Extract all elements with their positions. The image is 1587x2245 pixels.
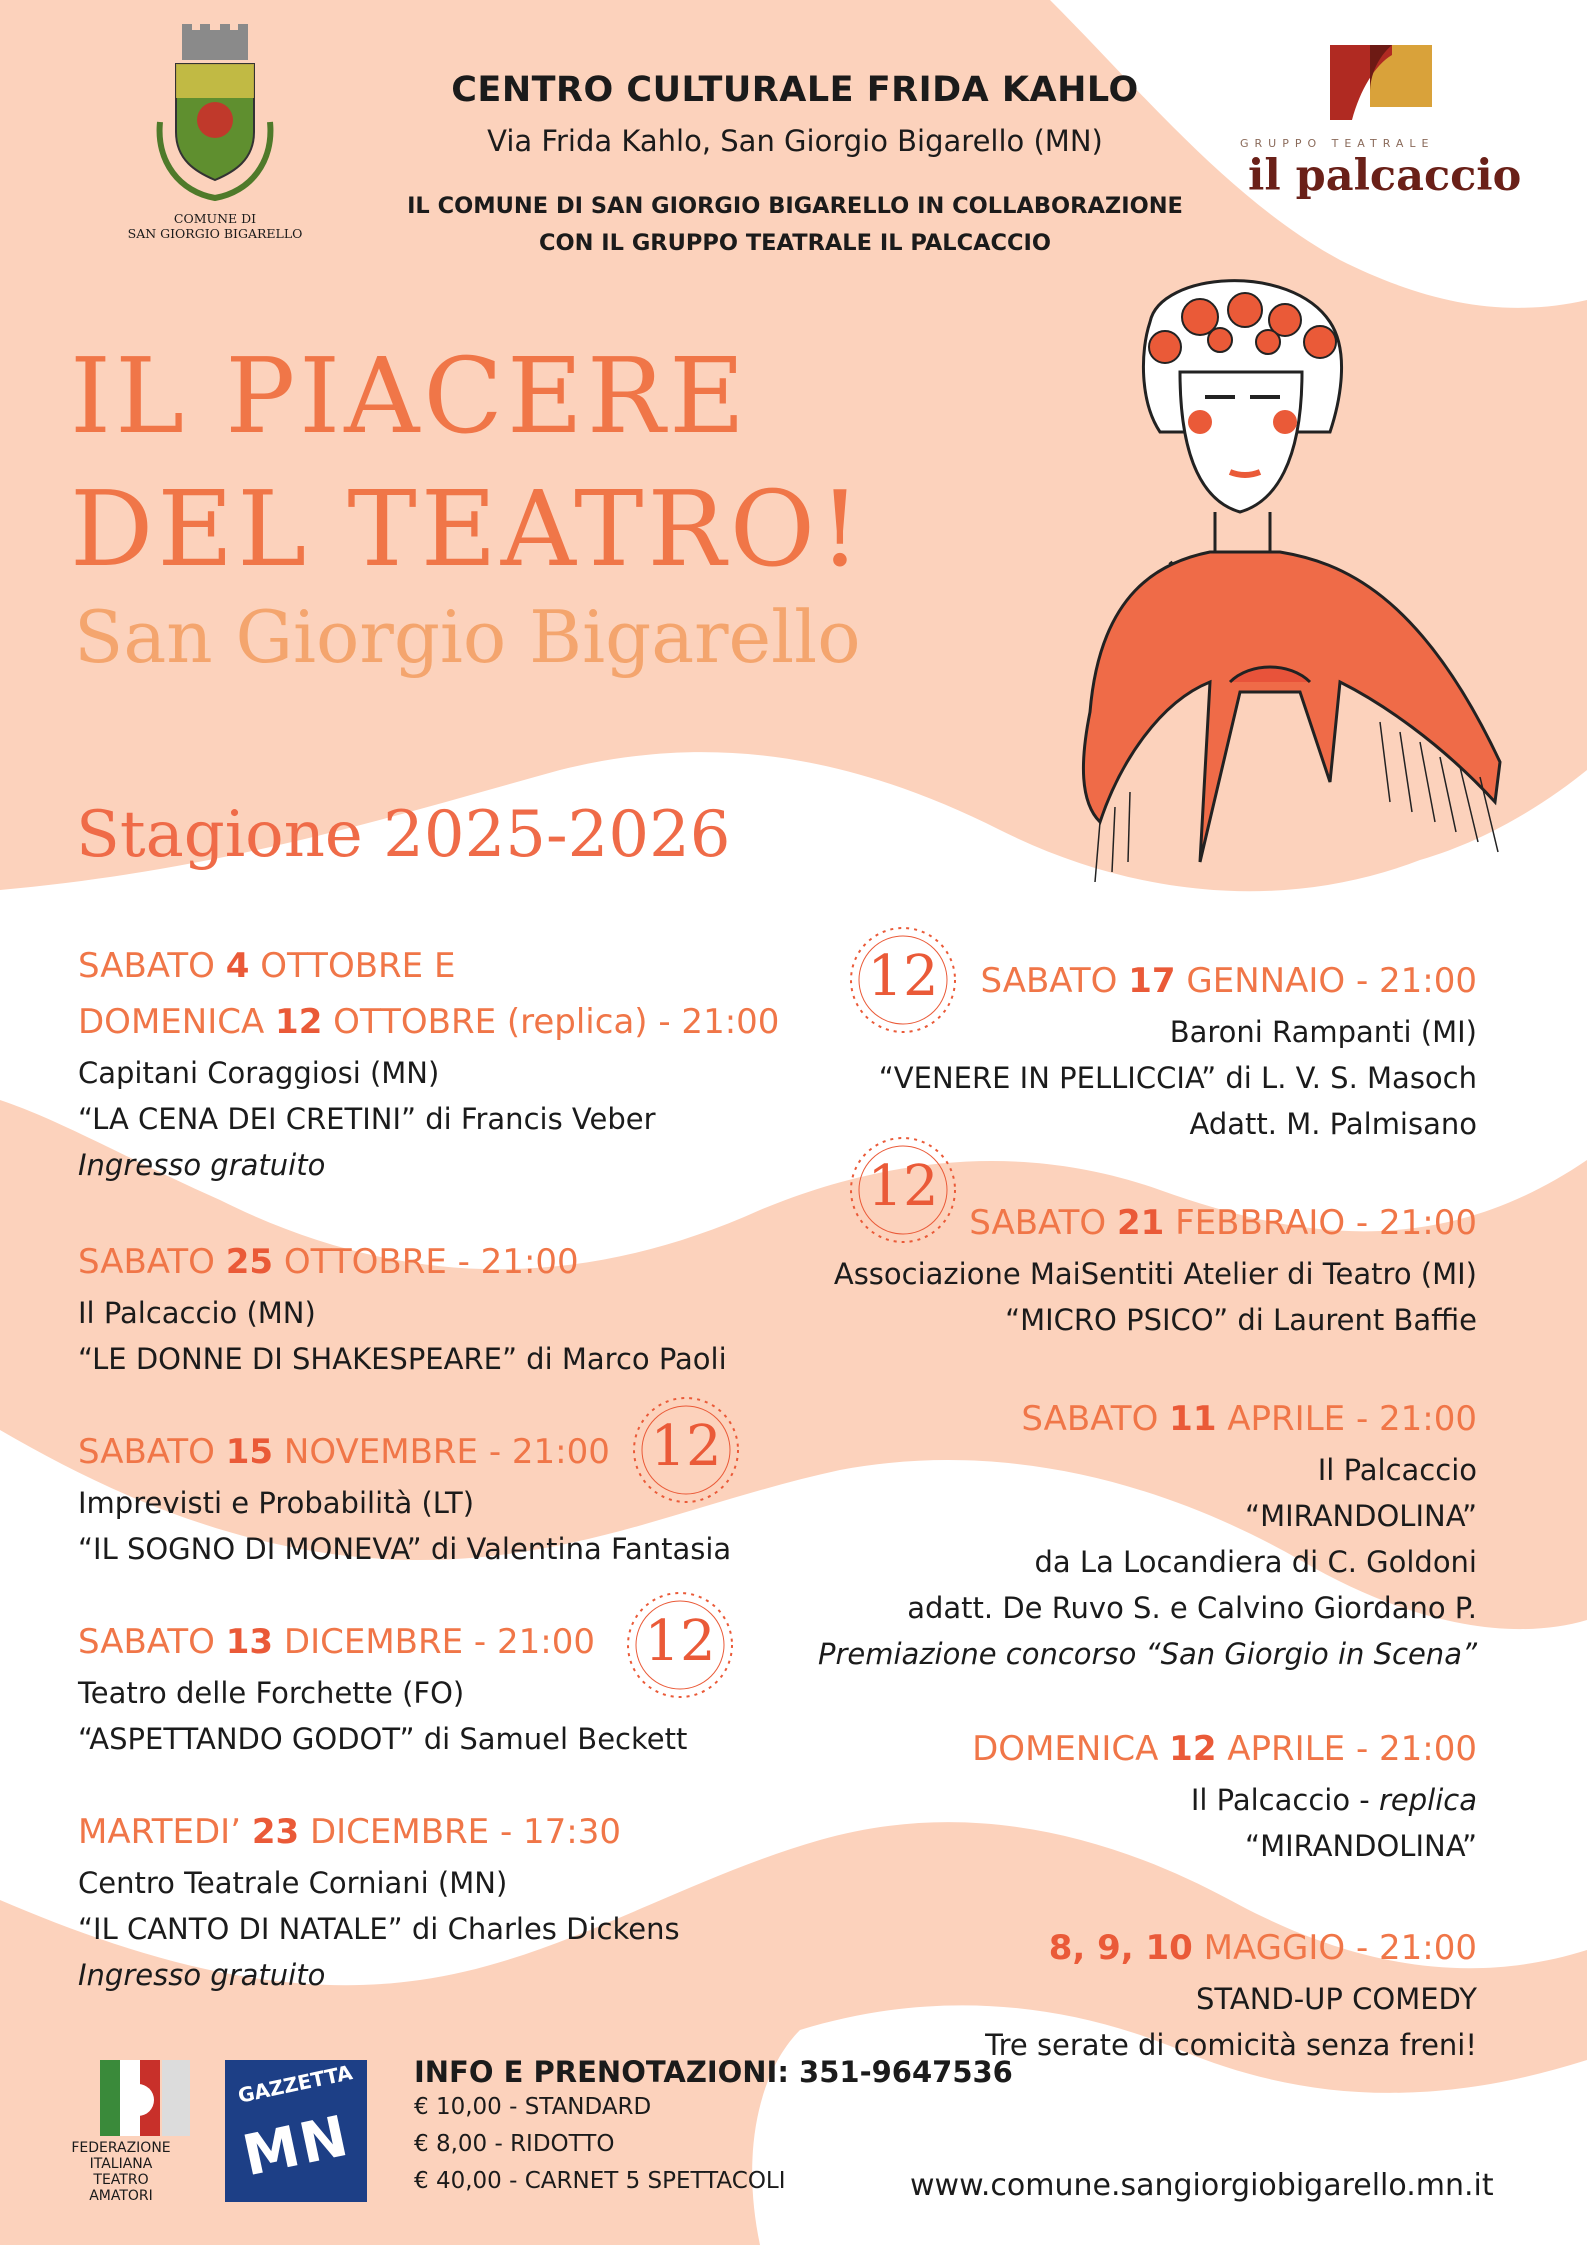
- fita-logo-icon: [100, 2060, 190, 2136]
- price-standard: € 10,00 - STANDARD: [414, 2094, 652, 2120]
- event-description: Tre serate di comicità senza freni!: [985, 2028, 1477, 2062]
- event-title: “VENERE IN PELLICCIA” di L. V. S. Masoch: [878, 1061, 1477, 1095]
- event-company: Teatro delle Forchette (FO): [78, 1676, 465, 1710]
- gazzetta-logo-icon: GAZZETTA MN: [225, 2060, 367, 2202]
- event-23-dicembre: [78, 1804, 680, 1998]
- event-date: SABATO 11 APRILE - 21:00: [1021, 1399, 1477, 1439]
- concorso-badge: [620, 1585, 740, 1705]
- event-title: “LE DONNE DI SHAKESPEARE” di Marco Paoli: [78, 1342, 727, 1376]
- event-note: Premiazione concorso “San Giorgio in Scena”: [818, 1637, 1477, 1671]
- venue-name: CENTRO CULTURALE FRIDA KAHLO: [451, 70, 1139, 110]
- event-company: Il Palcaccio - replica: [1190, 1783, 1477, 1817]
- concorso-badge: [843, 920, 963, 1040]
- event-adaptation: adatt. De Ruvo S. e Calvino Giordano P.: [907, 1591, 1477, 1625]
- frida-kahlo-illustration: [1040, 262, 1510, 912]
- event-company: Associazione MaiSentiti Atelier di Teatro (MI): [833, 1257, 1477, 1291]
- event-date: SABATO 13 DICEMBRE - 21:00: [78, 1622, 595, 1662]
- event-13-dicembre: [78, 1614, 687, 1762]
- event-title: “MIRANDOLINA”: [1245, 1499, 1477, 1533]
- season-label: Stagione 2025-2026: [76, 798, 731, 872]
- event-date: MARTEDI’ 23 DICEMBRE - 17:30: [78, 1812, 622, 1852]
- collaboration-text: [380, 188, 1210, 262]
- poster-subtitle: San Giorgio Bigarello: [74, 595, 861, 679]
- crest-label: [100, 211, 330, 241]
- event-note: Ingresso gratuito: [78, 1958, 326, 1992]
- municipal-crest-icon: [150, 22, 280, 207]
- event-company: Baroni Rampanti (MI): [1169, 1015, 1477, 1049]
- event-title: “MICRO PSICO” di Laurent Baffie: [1005, 1303, 1477, 1337]
- palcaccio-logo-icon: [1330, 45, 1432, 120]
- event-date: 8, 9, 10 MAGGIO - 21:00: [1048, 1928, 1477, 1968]
- fita-label: FEDERAZIONE ITALIANA TEATRO AMATORI: [71, 2140, 171, 2204]
- event-12-aprile: [972, 1721, 1477, 1869]
- event-11-aprile: [818, 1391, 1477, 1677]
- event-date: SABATO 25 OTTOBRE - 21:00: [78, 1242, 579, 1282]
- poster-title-line1: IL PIACERE: [70, 335, 750, 457]
- concorso-badge-number: 12: [867, 944, 939, 1009]
- event-adaptation: Adatt. M. Palmisano: [1189, 1107, 1477, 1141]
- concorso-badge-number: 12: [867, 1154, 939, 1219]
- event-note: Ingresso gratuito: [78, 1148, 326, 1182]
- event-title: “IL CANTO DI NATALE” di Charles Dickens: [78, 1912, 680, 1946]
- price-ridotto: € 8,00 - RIDOTTO: [414, 2131, 615, 2157]
- crest-label-line1: COMUNE DI: [173, 211, 257, 226]
- concorso-badge-number: 12: [650, 1414, 722, 1479]
- event-12-ottobre: [78, 994, 779, 1188]
- price-carnet: € 40,00 - CARNET 5 SPETTACOLI: [414, 2168, 786, 2194]
- event-date: SABATO 4 OTTOBRE E: [78, 946, 456, 986]
- concorso-badge-number: 12: [644, 1609, 716, 1674]
- event-date: SABATO 17 GENNAIO - 21:00: [980, 961, 1477, 1001]
- event-company: Capitani Coraggiosi (MN): [78, 1056, 440, 1090]
- event-title: STAND-UP COMEDY: [1195, 1982, 1477, 2016]
- concorso-badge: [626, 1390, 746, 1510]
- palcaccio-small-label: GRUPPO TEATRALE: [1240, 137, 1435, 150]
- event-title: “ASPETTANDO GODOT” di Samuel Beckett: [78, 1722, 688, 1756]
- event-date: SABATO 15 NOVEMBRE - 21:00: [78, 1432, 610, 1472]
- event-4-ottobre: [78, 938, 455, 994]
- event-date: DOMENICA 12 OTTOBRE (replica) - 21:00: [78, 1002, 780, 1042]
- concorso-badge: [843, 1130, 963, 1250]
- event-date: SABATO 21 FEBBRAIO - 21:00: [969, 1203, 1477, 1243]
- event-company: Il Palcaccio (MN): [78, 1296, 316, 1330]
- event-title: “LA CENA DEI CRETINI” di Francis Veber: [78, 1102, 656, 1136]
- event-date: DOMENICA 12 APRILE - 21:00: [972, 1729, 1477, 1769]
- venue-address: Via Frida Kahlo, San Giorgio Bigarello (MN): [487, 124, 1103, 158]
- event-17-gennaio: [879, 953, 1477, 1147]
- booking-title: INFO E PRENOTAZIONI: 351-9647536: [414, 2055, 1013, 2089]
- crest-label-line2: SAN GIORGIO BIGARELLO: [127, 226, 303, 241]
- event-company: Il Palcaccio: [1317, 1453, 1477, 1487]
- collab-line2: CON IL GRUPPO TEATRALE IL PALCACCIO: [538, 230, 1052, 256]
- event-source: da La Locandiera di C. Goldoni: [1034, 1545, 1477, 1579]
- event-title: “IL SOGNO DI MONEVA” di Valentina Fantasia: [78, 1532, 732, 1566]
- event-company: Imprevisti e Probabilità (LT): [78, 1486, 475, 1520]
- website-url: www.comune.sangiorgiobigarello.mn.it: [910, 2168, 1494, 2203]
- poster-title-line2: DEL TEATRO!: [70, 468, 865, 590]
- event-company: Centro Teatrale Corniani (MN): [78, 1866, 508, 1900]
- collab-line1: IL COMUNE DI SAN GIORGIO BIGARELLO IN COLLABORAZIONE: [407, 193, 1183, 219]
- event-maggio: [985, 1920, 1477, 2068]
- event-title: “MIRANDOLINA”: [1245, 1829, 1477, 1863]
- event-25-ottobre: [78, 1234, 727, 1382]
- palcaccio-name: il palcaccio: [1248, 151, 1522, 201]
